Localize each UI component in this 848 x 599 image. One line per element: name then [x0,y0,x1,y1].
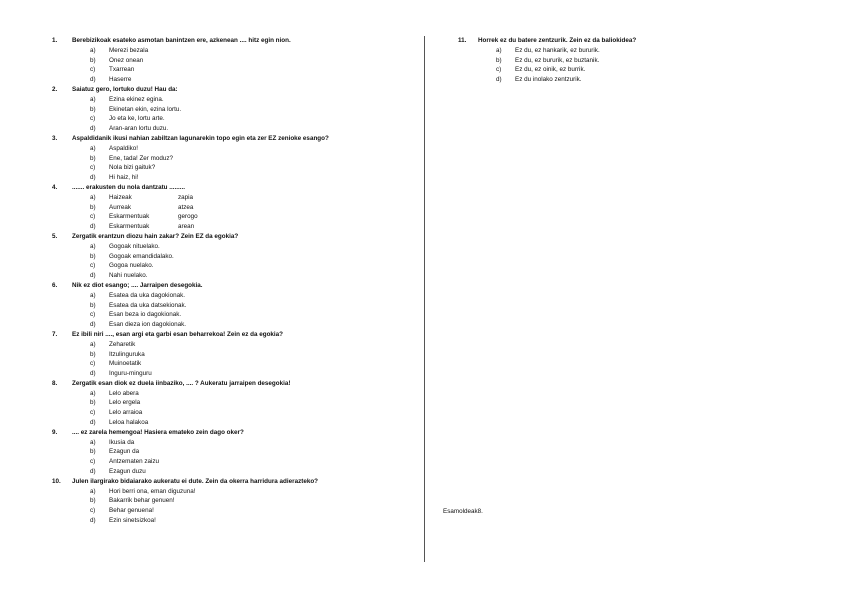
option-text: Inguru-minguru [109,370,152,378]
answer-option [52,447,412,457]
option-letter: a) [90,242,96,250]
option-text: Gogoa nuelako. [109,262,154,270]
option-letter: b) [90,56,96,64]
answer-option [52,369,412,379]
option-letter: a) [90,438,96,446]
question [52,379,412,389]
option-letter: b) [90,448,96,456]
answer-option [52,408,412,418]
question [52,330,412,340]
option-letter: d) [90,223,96,231]
option-letter: d) [90,517,96,525]
option-letter: c) [90,66,96,74]
option-letter: b) [90,252,96,260]
option-letter: c) [90,409,96,417]
option-letter: a) [90,46,96,54]
answer-option [52,203,412,213]
option-letter: b) [90,350,96,358]
question-text: Aspaldidanik ikusi nahian zabiltzan lagunarekin topo egin eta zer EZ zenioke esango? [72,134,329,142]
question-text: .... ez zarela hemengoa! Hasiera emateko zein dago oker? [72,428,244,436]
answer-option [458,56,818,66]
option-text: Eskarmentuak [109,213,150,221]
option-text: Ezagun duzu [109,468,146,476]
option-text: Eskarmentuak [109,223,150,231]
answer-option [52,467,412,477]
question [52,36,412,46]
question-text: Zergatik erantzun diozu hain zakar? Zein EZ da egokia? [72,232,239,240]
answer-option [52,75,412,85]
answer-option [52,242,412,252]
right-column [458,36,818,85]
option-text: Ezin sinetsizkoa! [109,517,156,525]
question-text: Ez ibili niri ...., esan argi eta garbi esan beharrekoa! Zein ez da egokia? [72,330,284,338]
option-letter: a) [90,144,96,152]
option-text: Leloa halakoa [109,419,149,427]
answer-option [52,144,412,154]
option-text: Aspaldiko! [109,144,139,152]
option-letter: a) [496,46,502,54]
answer-option [52,124,412,134]
option-letter: b) [90,154,96,162]
option-text: Ez du, ez bururik, ez buztanik. [515,56,600,64]
option-letter: d) [90,321,96,329]
option-letter: d) [90,272,96,280]
option-letter: a) [90,340,96,348]
answer-option [458,75,818,85]
option-text: Bakarrik behar genuen! [109,497,175,505]
answer-option [52,105,412,115]
option-letter: b) [90,203,96,211]
option-text: Esan beza io dagokionak. [109,311,182,319]
question [52,134,412,144]
option-letter: c) [90,507,96,515]
question-number: 2. [52,85,58,93]
answer-option [52,261,412,271]
answer-option [52,506,412,516]
option-letter: b) [90,497,96,505]
answer-option [52,56,412,66]
answer-option [52,193,412,203]
option-letter: d) [90,370,96,378]
answer-option [52,438,412,448]
option-letter: a) [90,291,96,299]
answer-option [52,398,412,408]
option-text: Lelo arraioa [109,409,143,417]
left-column [52,36,412,526]
option-text: Gogoak nituelako. [109,242,160,250]
option-text: Jo eta ke, lortu arte. [109,115,165,123]
option-letter: a) [90,389,96,397]
question [458,36,818,46]
question-number: 4. [52,183,58,191]
question-number: 9. [52,428,58,436]
option-text: Lelo abera [109,389,139,397]
option-letter: c) [90,213,96,221]
question-text: Berebizikoak esateko asmotan banintzen ere, azkenean .... hitz egin nion. [72,37,291,44]
option-letter: c) [90,360,96,368]
option-letter: b) [90,105,96,113]
answer-option [52,457,412,467]
question-text: Saiatuz gero, lortuko duzu! Hau da: [72,85,178,93]
question-number: 1. [52,37,58,44]
option-letter: a) [90,193,96,201]
option-text: Ekinetan ekin, ezina lortu. [109,105,182,113]
option-text: Ez du inolako zentzurik. [515,76,582,84]
option-text: Gogoak emandidalako. [109,252,174,260]
question-text: Zergatik esan diok ez duela iinbaziko, .... ? Aukeratu jarraipen desegokia! [72,379,291,387]
option-text: Ez du, ez hankarik, ez bururik. [515,46,600,54]
answer-option [52,301,412,311]
answer-option [52,271,412,281]
answer-option [52,340,412,350]
question-number: 7. [52,330,58,338]
option-text: Nola bizi gaituk? [109,164,156,172]
footer-note: Esamoldeak8. [443,508,483,515]
answer-option [52,359,412,369]
option-letter: c) [90,262,96,270]
option-letter: c) [90,311,96,319]
answer-option [52,418,412,428]
answer-option [52,46,412,56]
option-text-second: gerogo [178,213,198,221]
answer-option [52,222,412,232]
answer-option [52,252,412,262]
answer-option [52,114,412,124]
option-text: Haizeak [109,193,132,201]
option-text: Txarrean [109,66,135,74]
answer-option [52,487,412,497]
option-text: Hori berri ona, eman diguzuna! [109,487,196,495]
option-letter: c) [90,164,96,172]
option-text: Haserre [109,76,132,84]
question [52,477,412,487]
answer-option [52,516,412,526]
option-letter: a) [90,95,96,103]
option-text: Hi haiz, hi! [109,174,139,182]
option-letter: d) [90,419,96,427]
option-text: Antzematen zaizu [109,458,160,466]
question [52,232,412,242]
answer-option [52,95,412,105]
question-text: ....... erakusten du nola dantzatu ......... [72,183,186,191]
question-number: 5. [52,232,58,240]
option-letter: a) [90,487,96,495]
option-letter: b) [90,301,96,309]
question [52,428,412,438]
column-divider [424,36,425,562]
option-letter: c) [90,458,96,466]
option-text-second: arean [178,223,195,231]
question-number: 3. [52,134,58,142]
option-letter: d) [90,468,96,476]
answer-option [52,291,412,301]
option-letter: d) [90,76,96,84]
question-text: Horrek ez du batere zentzurik. Zein ez da baliokidea? [478,37,637,44]
option-letter: d) [90,174,96,182]
question-number: 10. [52,477,61,485]
option-letter: c) [90,115,96,123]
option-text-second: atzea [178,203,194,211]
option-text: Itzulinguruka [109,350,145,358]
option-text: Aran-aran lortu duzu. [109,125,169,133]
option-text-second: zapia [178,193,194,201]
answer-option [52,65,412,75]
option-text: Ikusia da [109,438,135,446]
question [52,183,412,193]
option-text: Ez du, ez oinik, ez burrik. [515,66,586,74]
option-letter: b) [90,399,96,407]
answer-option [52,173,412,183]
question-text: Nik ez diot esango; .... Jarraipen desegokia. [72,281,203,289]
option-letter: b) [496,56,502,64]
answer-option [458,65,818,75]
option-text: Onez onean [109,56,144,64]
answer-option [52,310,412,320]
question-number: 8. [52,379,58,387]
option-text: Aurreak [109,203,132,211]
option-text: Esatea da uka datsekionak. [109,301,187,309]
option-letter: d) [496,76,502,84]
option-text: Nahi nuelako. [109,272,148,280]
answer-option [52,320,412,330]
option-text: Lelo ergela [109,399,141,407]
option-text: Zeharetik [109,340,136,348]
option-text: Muinoetatik [109,360,142,368]
option-text: Esan dieza ion dagokionak. [109,321,187,329]
answer-option [458,46,818,56]
answer-option [52,154,412,164]
option-text: Behar genuena! [109,507,154,515]
option-text: Merezi bezala [109,46,149,54]
answer-option [52,212,412,222]
question-number: 6. [52,281,58,289]
question [52,85,412,95]
option-text: Ene, tada! Zer moduz? [109,154,174,162]
question-number: 11. [458,37,467,44]
option-text: Ezagun da [109,448,140,456]
answer-option [52,163,412,173]
option-text: Esatea da uka dagokionak. [109,291,185,299]
answer-option [52,496,412,506]
answer-option [52,350,412,360]
question [52,281,412,291]
option-text: Ezina ekinez egina. [109,95,164,103]
question-text: Julen ilargirako bidaiarako aukeratu ei dute. Zein da okerra harridura adierazteko? [72,477,319,485]
answer-option [52,389,412,399]
option-letter: c) [496,66,502,74]
option-letter: d) [90,125,96,133]
